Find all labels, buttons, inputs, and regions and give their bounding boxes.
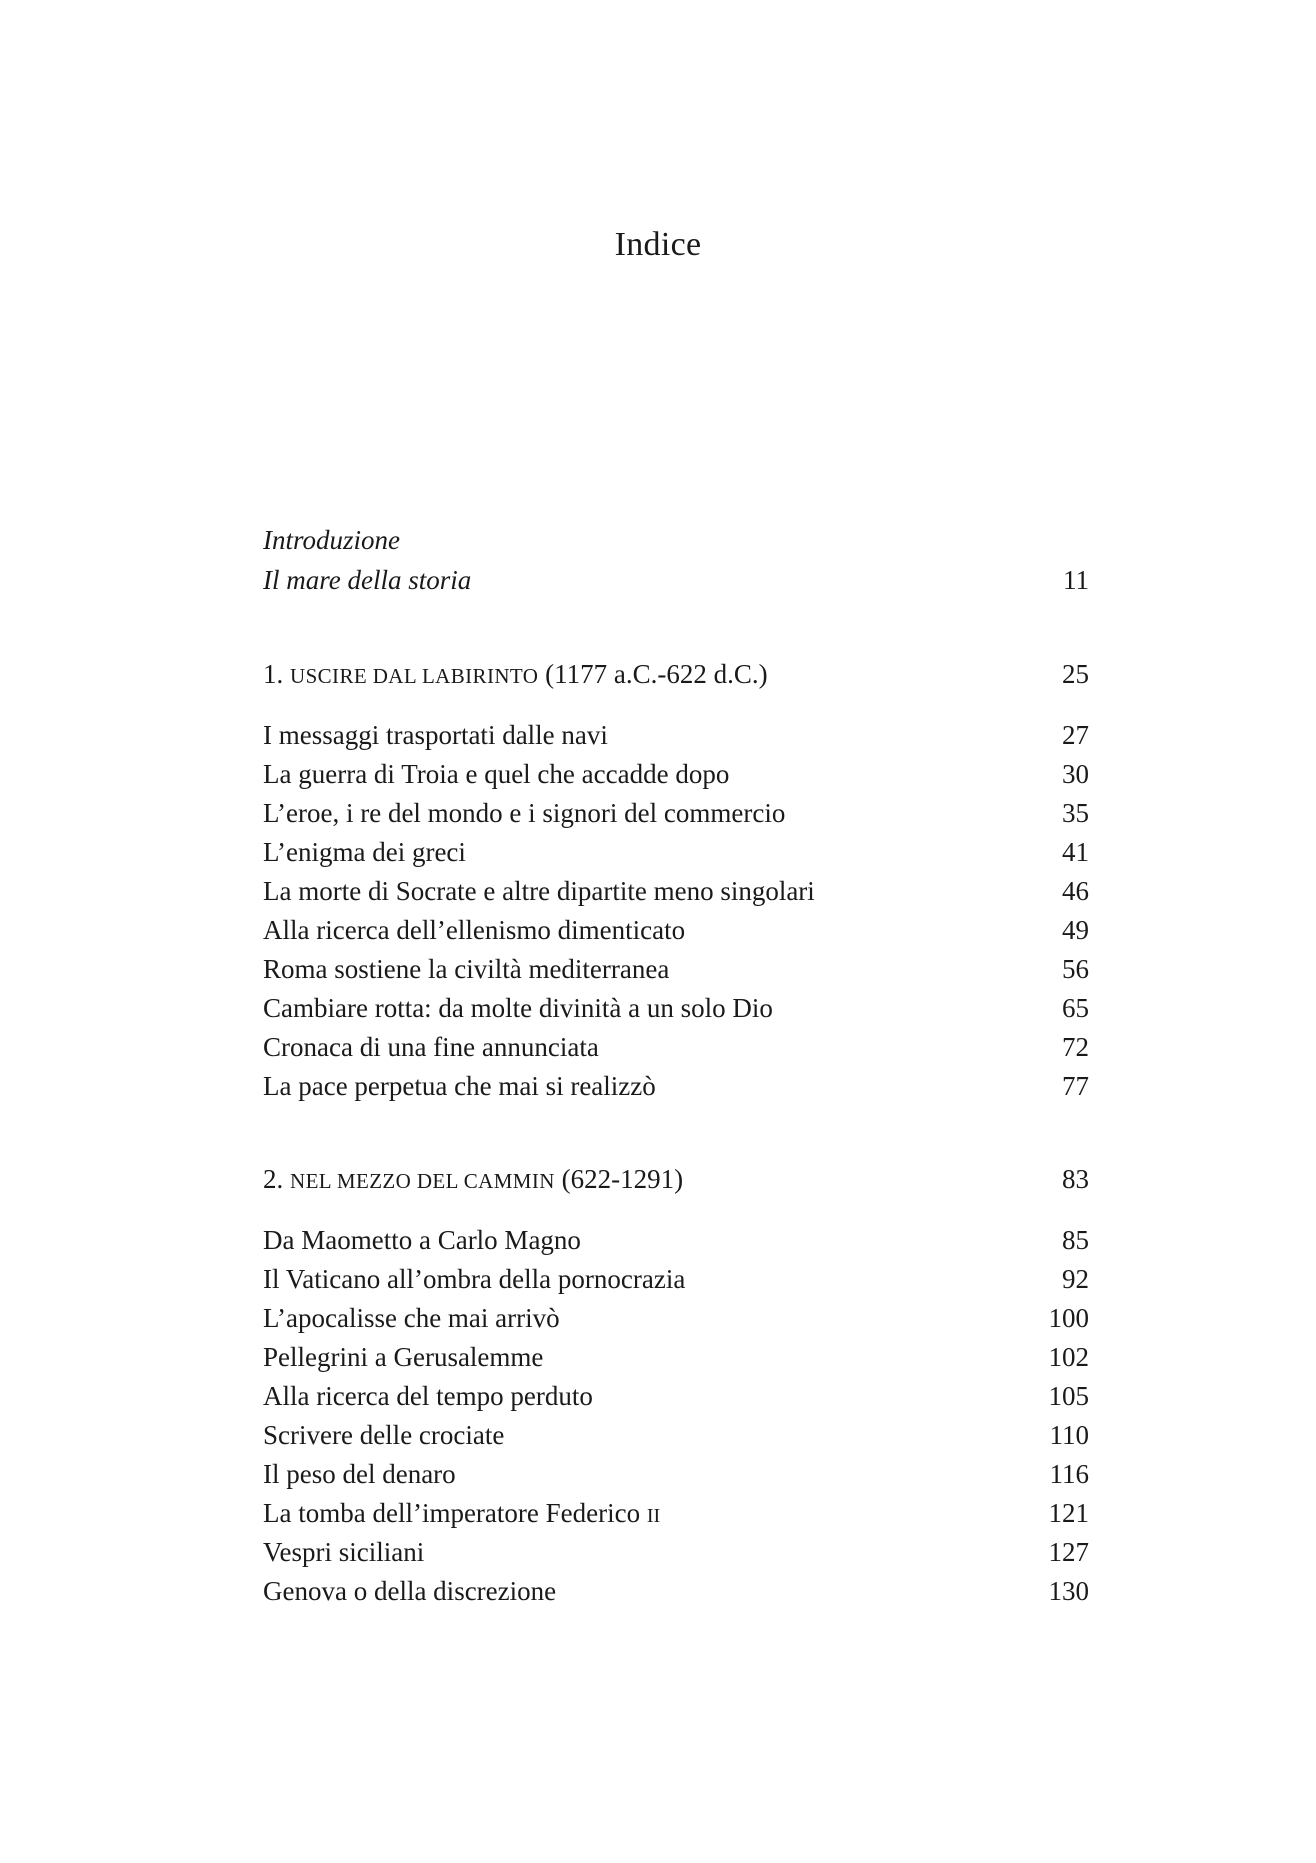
page-number: 27 (1062, 720, 1089, 750)
toc-entry[interactable] (263, 1028, 1089, 1067)
page-number: 92 (1062, 1264, 1089, 1294)
chapter-dates: (622-1291) (561, 1164, 684, 1194)
toc-entry[interactable] (263, 1221, 1089, 1260)
page-title: Indice (614, 226, 702, 263)
page-number: 30 (1062, 759, 1089, 789)
page-number: 65 (1062, 993, 1089, 1023)
chapter-number: 1. (263, 659, 284, 689)
entry-title: La tomba dell’imperatore Federico (263, 1498, 641, 1528)
chapter-heading-1[interactable] (263, 654, 1089, 694)
chapter-heading-2[interactable] (263, 1159, 1089, 1199)
entry-title: Il peso del denaro (263, 1459, 456, 1489)
toc-entry-intro[interactable] (263, 560, 1089, 600)
toc-entry[interactable] (263, 1533, 1089, 1572)
table-of-contents (263, 520, 1089, 1611)
page-number: 46 (1062, 876, 1089, 906)
entry-title: Vespri siciliani (263, 1537, 425, 1567)
page-number: 77 (1062, 1071, 1089, 1101)
chapter-dates: (1177 a.C.-622 d.C.) (545, 659, 768, 689)
page-number: 121 (1048, 1498, 1089, 1528)
toc-entry[interactable] (263, 1067, 1089, 1106)
page-number: 35 (1062, 798, 1089, 828)
chapter-name: NEL MEZZO DEL CAMMIN (290, 1169, 555, 1193)
page-number: 56 (1062, 954, 1089, 984)
toc-entry[interactable] (263, 911, 1089, 950)
toc-entry[interactable] (263, 1338, 1089, 1377)
page-number: 49 (1062, 915, 1089, 945)
roman-numeral: II (646, 1505, 661, 1527)
page-number: 105 (1048, 1381, 1089, 1411)
chapter-title (263, 654, 768, 696)
entry-title: Da Maometto a Carlo Magno (263, 1225, 581, 1255)
entry-title: L’apocalisse che mai arrivò (263, 1303, 560, 1333)
page-number: 72 (1062, 1032, 1089, 1062)
toc-entry[interactable] (263, 1572, 1089, 1611)
entry-title: Pellegrini a Gerusalemme (263, 1342, 544, 1372)
entry-title: La guerra di Troia e quel che accadde dopo (263, 759, 730, 789)
entry-title: Roma sostiene la civiltà mediterranea (263, 954, 670, 984)
chapter-number: 2. (263, 1164, 284, 1194)
toc-entry[interactable] (263, 872, 1089, 911)
page-number: 116 (1049, 1459, 1089, 1489)
entry-title: Il Vaticano all’ombra della pornocrazia (263, 1264, 686, 1294)
page-number: 41 (1062, 837, 1089, 867)
toc-entry[interactable] (263, 716, 1089, 755)
entry-title: Genova o della discrezione (263, 1576, 557, 1606)
entry-title: I messaggi trasportati dalle navi (263, 720, 608, 750)
page-number: 85 (1062, 1225, 1089, 1255)
entry-title: Alla ricerca del tempo perduto (263, 1381, 593, 1411)
intro-label: Introduzione (263, 525, 400, 555)
page-number: 83 (1062, 1164, 1089, 1194)
entry-title: Cronaca di una fine annunciata (263, 1032, 599, 1062)
page-number: 130 (1048, 1576, 1089, 1606)
entry-title: L’eroe, i re del mondo e i signori del commercio (263, 798, 786, 828)
page-number: 102 (1048, 1342, 1089, 1372)
entry-title: L’enigma dei greci (263, 837, 466, 867)
toc-entry[interactable] (263, 950, 1089, 989)
intro-subtitle: Il mare della storia (263, 565, 472, 595)
toc-entry[interactable] (263, 755, 1089, 794)
page-number: 25 (1062, 659, 1089, 689)
entry-title: La pace perpetua che mai si realizzò (263, 1071, 656, 1101)
toc-entry[interactable] (263, 1299, 1089, 1338)
toc-entry[interactable] (263, 794, 1089, 833)
entry-title: Scrivere delle crociate (263, 1420, 505, 1450)
chapter-name: USCIRE DAL LABIRINTO (290, 664, 539, 688)
entry-title: Alla ricerca dell’ellenismo dimenticato (263, 915, 686, 945)
page-number: 110 (1049, 1420, 1089, 1450)
page-number: 100 (1048, 1303, 1089, 1333)
page-number: 11 (1063, 565, 1089, 595)
toc-entry[interactable] (263, 1455, 1089, 1494)
toc-entry[interactable] (263, 989, 1089, 1028)
toc-entry[interactable] (263, 1416, 1089, 1455)
page-number: 127 (1048, 1537, 1089, 1567)
toc-entry[interactable] (263, 1260, 1089, 1299)
chapter-title (263, 1159, 683, 1201)
entry-title: La morte di Socrate e altre dipartite meno singolari (263, 876, 815, 906)
toc-entry[interactable] (263, 833, 1089, 872)
entry-title: Cambiare rotta: da molte divinità a un solo Dio (263, 993, 773, 1023)
entry-title-wrap (263, 1494, 660, 1536)
toc-entry[interactable] (263, 1494, 1089, 1533)
toc-entry[interactable] (263, 1377, 1089, 1416)
